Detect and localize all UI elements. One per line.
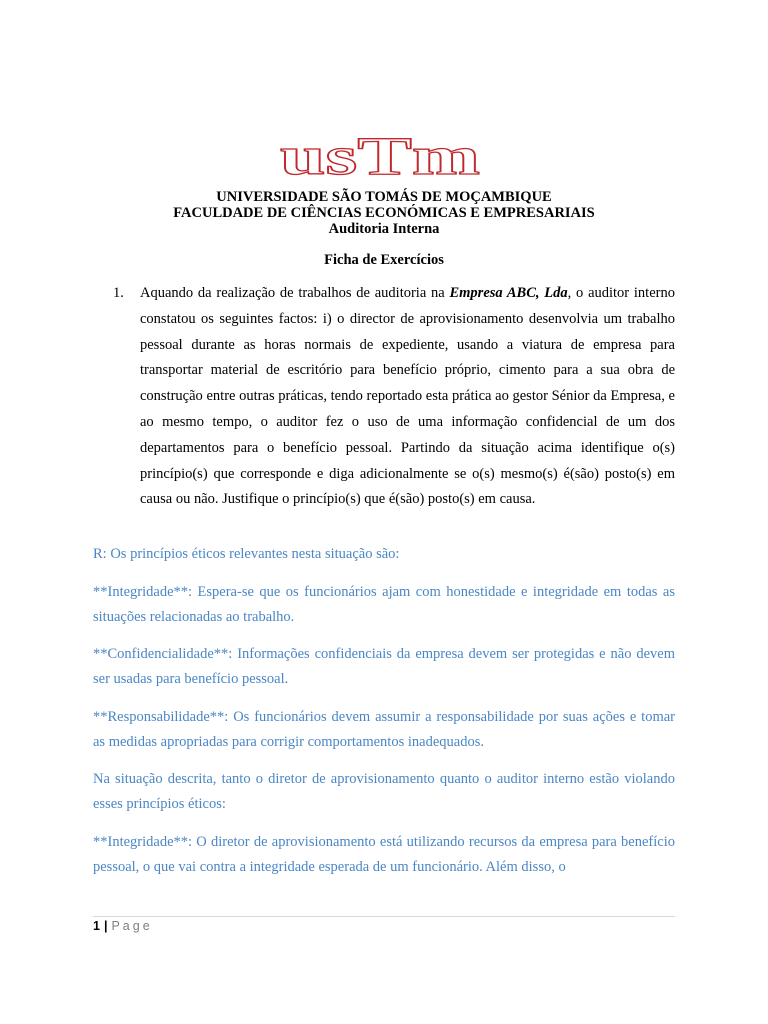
document-title: Ficha de Exercícios [324, 252, 444, 268]
company-name: Empresa ABC, Lda [449, 285, 568, 301]
answer-paragraph: Na situação descrita, tanto o diretor de aprovisionamento quanto o auditor interno estão violando esses princípios éticos: [93, 771, 675, 812]
document-header [0, 189, 768, 237]
faculty-name: FACULDADE DE CIÊNCIAS ECONÓMICAS E EMPRESARIAIS [173, 205, 595, 221]
footer-divider [93, 916, 675, 917]
answer-paragraph: **Integridade**: Espera-se que os funcionários ajam com honestidade e integridade em todas as situações relacionadas ao trabalho. [93, 583, 675, 625]
university-name: UNIVERSIDADE SÃO TOMÁS DE MOÇAMBIQUE [216, 189, 552, 205]
university-logo [276, 130, 484, 180]
question-text-start: Aquando da realização de trabalhos de auditoria na [140, 285, 450, 301]
answer-paragraph: R: Os princípios éticos relevantes nesta situação são: [93, 546, 400, 562]
footer-separator: | [103, 919, 108, 933]
page-number: 1 [93, 919, 100, 933]
question-text-end: , o auditor interno constatou os seguintes factos: i) o director de aprovisionamento desenvolvia um trabalho pessoal durante as horas normais de expediente, usando a viatura de empresa para transportar material de escritório para benefício próprio, cimento para a sua obra de construção entre outras práticas, tendo reportado esta prática ao gestor Sénior da Empresa, e ao mesmo tempo, o auditor fez o uso de uma informação confidencial de um dos departamentos para o benefício pessoal. Partindo da situação acima identifique o(s) princípio(s) que corresponde e diga adicionalmente se o(s) mesmo(s) é(são) posto(s) em causa ou não. Justifique o princípio(s) que é(são) posto(s) em causa. [140, 285, 675, 508]
page-label: Page [111, 919, 153, 933]
question-text [140, 281, 675, 513]
page-footer [93, 919, 153, 933]
answer-section [93, 542, 675, 892]
answer-paragraph: **Integridade**: O diretor de aprovisionamento está utilizando recursos da empresa para benefício pessoal, o que vai contra a integridade esperada de um funcionário. Além disso, o [93, 833, 675, 875]
question-number: 1. [113, 285, 124, 301]
logo-text: usTm [280, 130, 481, 180]
answer-paragraph: **Confidencialidade**: Informações confidenciais da empresa devem ser protegidas e não devem ser usadas para benefício pessoal. [93, 646, 675, 687]
answer-paragraph: **Responsabilidade**: Os funcionários devem assumir a responsabilidade por suas ações e tomar as medidas apropriadas para corrigir comportamentos inadequados. [93, 708, 675, 750]
course-name: Auditoria Interna [328, 221, 440, 237]
question-item [113, 281, 675, 513]
logo-graphic [276, 130, 484, 180]
